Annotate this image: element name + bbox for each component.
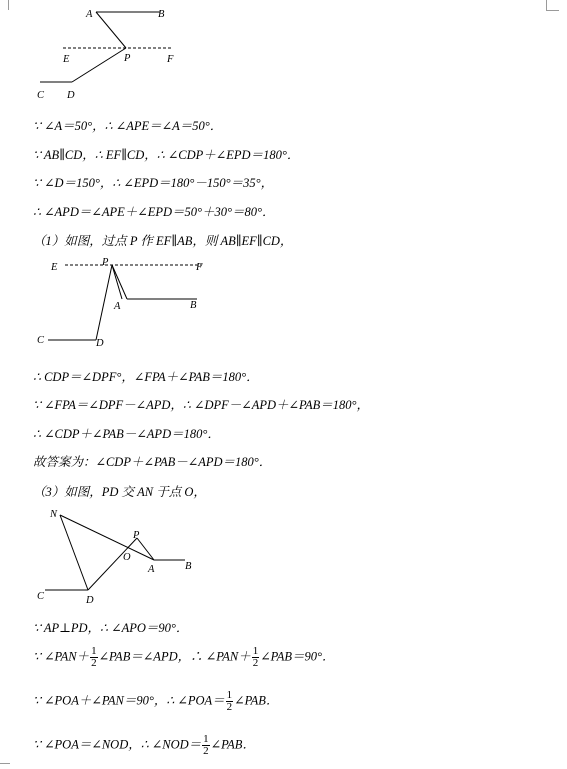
solution-line-2: ∵ AB∥CD，∴ EF∥CD，∴ ∠CDP＋∠EPD＝180°．	[33, 148, 300, 162]
label-o: O	[123, 552, 131, 563]
label-p: P	[102, 257, 109, 268]
solution-line-12	[33, 646, 334, 669]
numerator: 1	[203, 733, 209, 745]
segment-pd	[72, 48, 126, 82]
expr-part: ∵ ∠POA＝∠NOD，∴ ∠NOD＝	[33, 737, 202, 752]
fraction-one-half	[226, 690, 234, 713]
segment-pa	[137, 538, 154, 560]
label-c: C	[37, 335, 45, 346]
page-corner-mark	[8, 0, 10, 10]
label-d: D	[96, 338, 104, 349]
segment-pd	[96, 265, 112, 340]
label-b: B	[158, 9, 165, 20]
label-b: B	[190, 300, 197, 311]
denominator: 2	[203, 745, 209, 757]
label-a: A	[148, 564, 155, 575]
page-corner-mark	[546, 0, 559, 11]
segment-dp	[88, 538, 137, 590]
solution-line-14	[33, 734, 255, 757]
label-f: F	[167, 54, 174, 65]
expr-part: ∠PAB＝90°．	[260, 649, 335, 664]
label-e: E	[51, 262, 58, 273]
numerator: 1	[226, 689, 233, 701]
label-a: A	[86, 9, 93, 20]
label-d: D	[86, 595, 94, 606]
solution-line-9: 故答案为：∠CDP＋∠PAB－∠APD＝180°．	[33, 455, 272, 469]
expr-part: ∵ ∠PAN＋	[33, 649, 90, 664]
solution-line-8: ∴ ∠CDP＋∠PAB－∠APD＝180°．	[33, 427, 220, 441]
fraction-one-half	[90, 646, 98, 669]
solution-line-4: ∴ ∠APD＝∠APE＋∠EPD＝50°＋30°＝80°．	[33, 205, 275, 219]
label-e: E	[63, 54, 70, 65]
figure-3	[30, 505, 205, 605]
expr-part: ∵ ∠POA＋∠PAN＝90°，∴ ∠POA＝	[33, 693, 225, 708]
denominator: 2	[226, 701, 233, 713]
fraction-one-half	[252, 646, 260, 669]
label-n: N	[50, 509, 58, 520]
label-c: C	[37, 591, 45, 602]
denominator: 2	[252, 657, 259, 669]
denominator: 2	[91, 657, 97, 669]
label-d: D	[67, 90, 75, 101]
solution-line-6: ∴ CDP＝∠DPF°，∠FPA＋∠PAB＝180°．	[33, 370, 259, 384]
numerator: 1	[252, 645, 259, 657]
label-f: F	[196, 262, 203, 273]
label-c: C	[37, 90, 45, 101]
solution-line-3: ∵ ∠D＝150°，∴ ∠EPD＝180°－150°＝35°，	[33, 176, 274, 190]
figure-2	[30, 252, 220, 352]
solution-line-7: ∵ ∠FPA＝∠DPF－∠APD，∴ ∠DPF－∠APD＋∠PAB＝180°，	[33, 398, 370, 412]
segment-pa-side	[112, 265, 127, 299]
label-b: B	[185, 561, 192, 572]
page-corner-mark	[0, 763, 10, 769]
solution-line-5: （1）如图，过点 P 作 EF∥AB，则 AB∥EF∥CD，	[33, 234, 293, 248]
expr-part: ∠PAB．	[210, 737, 255, 752]
expr-part: ∠PAB＝∠APD，∴ ∠PAN＋	[98, 649, 251, 664]
solution-line-13	[33, 690, 278, 713]
label-a: A	[114, 301, 121, 312]
solution-line-1: ∵ ∠A＝50°，∴ ∠APE＝∠A＝50°．	[33, 119, 223, 133]
numerator: 1	[91, 645, 97, 657]
figure-1	[30, 0, 190, 105]
solution-line-10: （3）如图，PD 交 AN 于点 O，	[33, 485, 206, 499]
label-p: P	[124, 53, 131, 64]
segment-ap	[96, 12, 126, 48]
label-p: P	[133, 530, 140, 541]
fraction-one-half	[202, 734, 210, 757]
expr-part: ∠PAB．	[234, 693, 279, 708]
solution-line-11: ∵ AP⊥PD，∴ ∠APO＝90°．	[33, 621, 189, 635]
segment-pa	[112, 265, 122, 299]
